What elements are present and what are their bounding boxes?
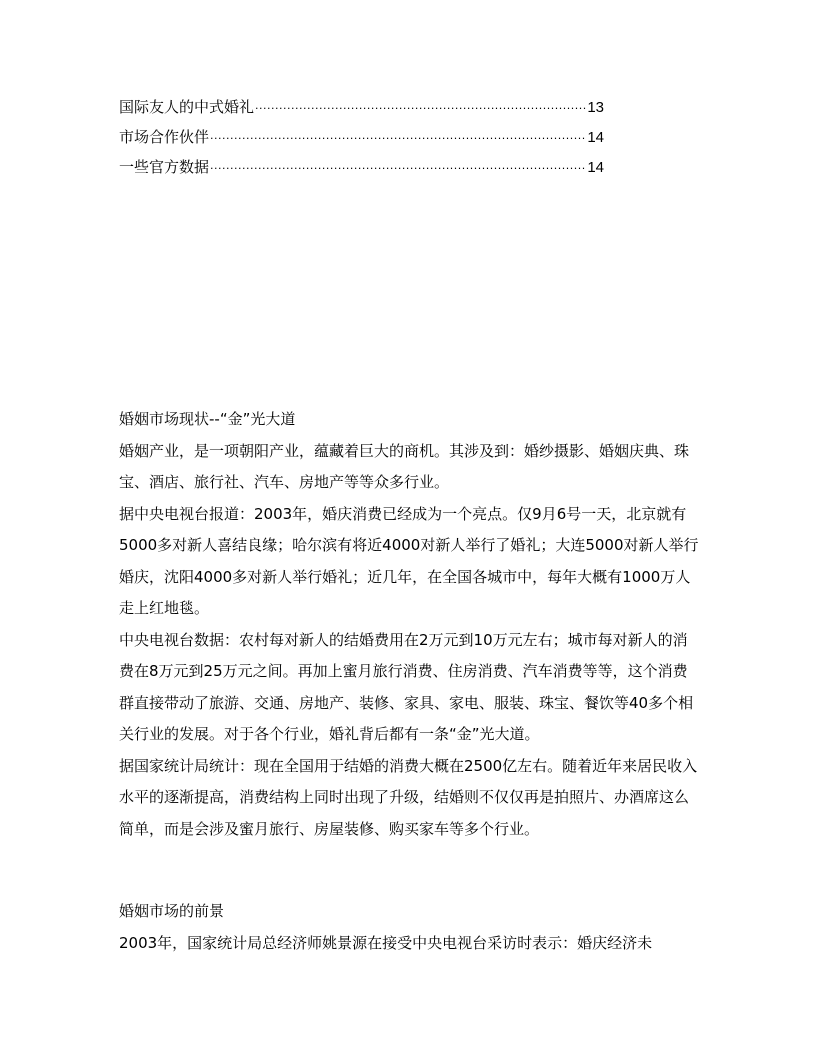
toc-dot-leader <box>255 98 586 120</box>
section-heading: 婚姻市场现状--“金”光大道 <box>119 410 296 428</box>
table-of-contents <box>119 96 604 186</box>
toc-entry-page: 14 <box>587 159 604 176</box>
toc-entry-title: 市场合作伙伴 <box>119 128 210 146</box>
toc-entry-title: 国际友人的中式婚礼 <box>119 98 255 116</box>
section-heading: 婚姻市场的前景 <box>119 902 225 920</box>
paragraph: 2003年，国家统计局总经济师姚景源在接受中央电视台采访时表示：婚庆经济未 <box>119 933 653 952</box>
toc-entry[interactable] <box>119 156 604 186</box>
toc-entry-page: 13 <box>587 99 604 116</box>
toc-entry[interactable] <box>119 126 604 156</box>
section-market-status <box>119 404 699 845</box>
toc-dot-leader <box>210 158 586 180</box>
paragraph: 婚姻产业，是一项朝阳产业，蕴藏着巨大的商机。其涉及到：婚纱摄影、婚姻庆典、珠宝、酒店、旅行社、汽车、房地产等等众多行业。 <box>119 441 690 491</box>
paragraph: 据中央电视台报道：2003年，婚庆消费已经成为一个亮点。仅9月6号一天，北京就有5000多对新人喜结良缘；哈尔滨有将近4000对新人举行了婚礼；大连5000对新人举行婚庆，沈阳4000多对新人举行婚礼；近几年，在全国各城市中，每年大概有1000万人走上红地毯。 <box>119 504 699 617</box>
paragraph: 据国家统计局统计：现在全国用于结婚的消费大概在2500亿左右。随着近年来居民收入水平的逐渐提高，消费结构上同时出现了升级，结婚则不仅仅再是拍照片、办酒席这么简单，而是会涉及蜜月旅行、房屋装修、购买家车等多个行业。 <box>119 756 698 838</box>
toc-entry[interactable] <box>119 96 604 126</box>
toc-entry-title: 一些官方数据 <box>119 158 210 176</box>
toc-entry-page: 14 <box>587 129 604 146</box>
toc-dot-leader <box>210 128 586 150</box>
section-market-outlook <box>119 896 699 959</box>
paragraph: 中央电视台数据：农村每对新人的结婚费用在2万元到10万元左右；城市每对新人的消费在8万元到25万元之间。再加上蜜月旅行消费、住房消费、汽车消费等等，这个消费群直接带动了旅游、交通、房地产、装修、家具、家电、服装、珠宝、餐饮等40多个相关行业的发展。对于各个行业，婚礼背后都有一条“金”光大道。 <box>119 630 694 743</box>
